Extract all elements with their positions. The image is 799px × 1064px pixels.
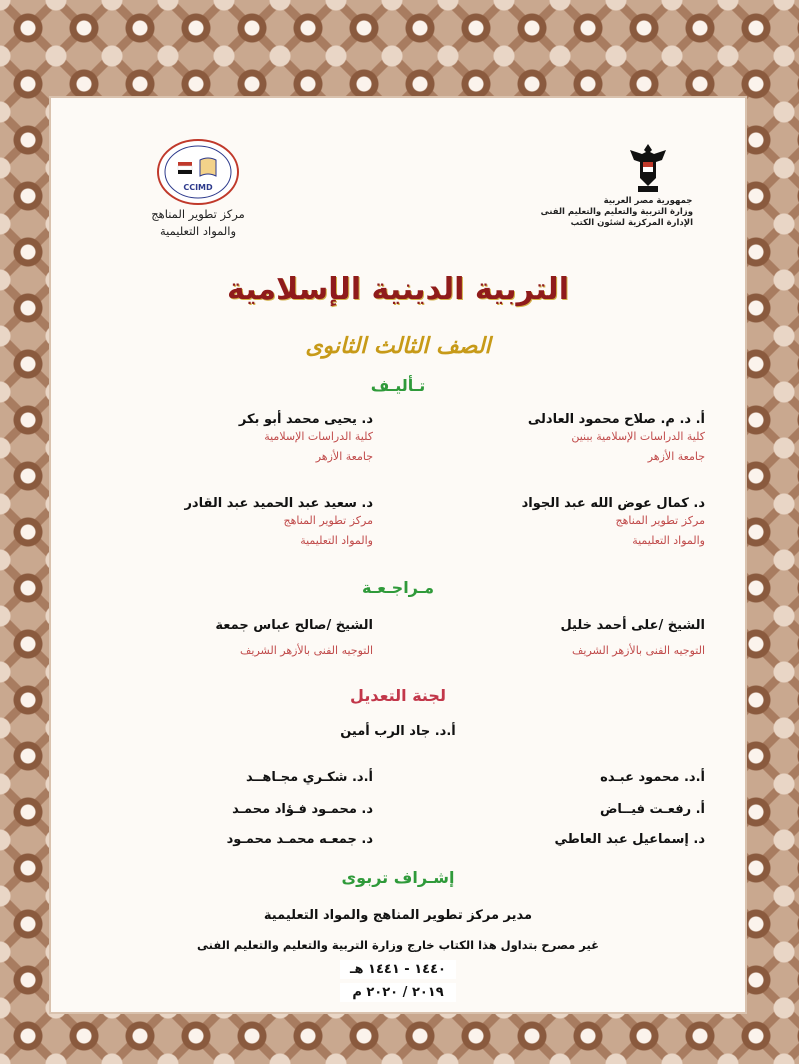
grade-subtitle: الصف الثالث الثانوى xyxy=(305,334,491,359)
ccimd-logo-icon xyxy=(156,138,240,206)
author-card xyxy=(143,412,373,467)
author-affiliation: كلية الدراسات الإسلامية ببنين xyxy=(571,430,705,443)
cover-panel xyxy=(51,98,745,1012)
supervision-text: مدير مركز تطوير المناهج والمواد التعليمية xyxy=(263,908,533,923)
author-affiliation: جامعة الأزهر xyxy=(315,450,373,463)
committee-member xyxy=(475,828,705,847)
emblem-line-3: الإدارة المركزية لشئون الكتب xyxy=(570,218,693,228)
author-name: د. سعيد عبد الحميد عبد القادر xyxy=(184,496,373,511)
committee-chair-name: أ.د. جاد الرب أمين xyxy=(340,724,456,739)
committee-member-name: أ. رفعـت فيــاض xyxy=(599,802,705,817)
eagle-emblem-icon xyxy=(626,140,670,196)
author-affiliation: والمواد التعليمية xyxy=(632,534,705,547)
book-title: التربية الدينية الإسلامية xyxy=(227,272,569,307)
ccimd-logo-block xyxy=(143,138,253,240)
date-stack xyxy=(340,960,456,1002)
supervision-line xyxy=(51,904,745,923)
reviewer-name: الشيخ /صالح عباس جمعة xyxy=(215,618,373,633)
author-affiliation: والمواد التعليمية xyxy=(300,534,373,547)
circulation-notice: غير مصرح بتداول هذا الكتاب خارج وزارة التربية والتعليم والتعليم الفنى xyxy=(196,938,600,952)
reviewer-affiliation: التوجيه الفنى بالأزهر الشريف xyxy=(240,644,373,657)
author-card xyxy=(475,496,705,551)
hijri-date: ١٤٤٠ - ١٤٤١ هـ xyxy=(340,960,456,979)
author-card xyxy=(143,496,373,551)
committee-member-name: د. جمعـه محمـد محمـود xyxy=(226,832,373,847)
committee-member-name: أ.د. شكـري مجـاهــد xyxy=(246,770,373,785)
ccimd-line-1: مركز تطوير المناهج xyxy=(151,207,245,221)
review-heading: مـراجـعـة xyxy=(361,578,434,597)
committee-member-name: د. إسماعيل عبد العاطي xyxy=(554,832,705,847)
emblem-line-2: وزارة التربية والتعليم والتعليم الفنى xyxy=(540,207,693,217)
committee-chair xyxy=(51,720,745,739)
supervision-heading: إشـراف تربوى xyxy=(341,868,455,887)
ccimd-line-2: والمواد التعليمية xyxy=(159,224,237,238)
author-affiliation: مركز تطوير المناهج xyxy=(283,514,373,527)
reviewer-affiliation: التوجيه الفنى بالأزهر الشريف xyxy=(572,644,705,657)
ccimd-logo-label: CCIMD xyxy=(183,183,213,192)
committee-member xyxy=(143,828,373,847)
authoring-heading: تـأليـف xyxy=(370,376,426,395)
date-block xyxy=(51,960,745,1002)
reviewer-card xyxy=(143,618,373,661)
gregorian-date: ٢٠١٩ / ٢٠٢٠ م xyxy=(340,983,456,1002)
committee-member xyxy=(475,798,705,817)
emblem-line-1: جمهورية مصر العربية xyxy=(603,196,693,206)
committee-member-name: أ.د. محمود عبـده xyxy=(600,770,705,785)
reviewer-card xyxy=(475,618,705,661)
committee-member xyxy=(143,798,373,817)
committee-heading: لجنة التعديل xyxy=(350,686,446,705)
author-affiliation: كلية الدراسات الإسلامية xyxy=(264,430,373,443)
committee-member xyxy=(475,766,705,785)
author-affiliation: مركز تطوير المناهج xyxy=(615,514,705,527)
ministry-emblem-block xyxy=(540,140,693,229)
committee-member-name: د. محمـود فـؤاد محمـد xyxy=(232,802,373,817)
author-card xyxy=(475,412,705,467)
reviewer-name: الشيخ /على أحمد خليل xyxy=(560,618,705,633)
author-name: د. يحيى محمد أبو بكر xyxy=(238,412,373,427)
author-name: د. كمال عوض الله عبد الجواد xyxy=(521,496,705,511)
committee-member xyxy=(143,766,373,785)
author-name: أ. د. م. صلاح محمود العادلى xyxy=(527,412,705,427)
author-affiliation: جامعة الأزهر xyxy=(647,450,705,463)
